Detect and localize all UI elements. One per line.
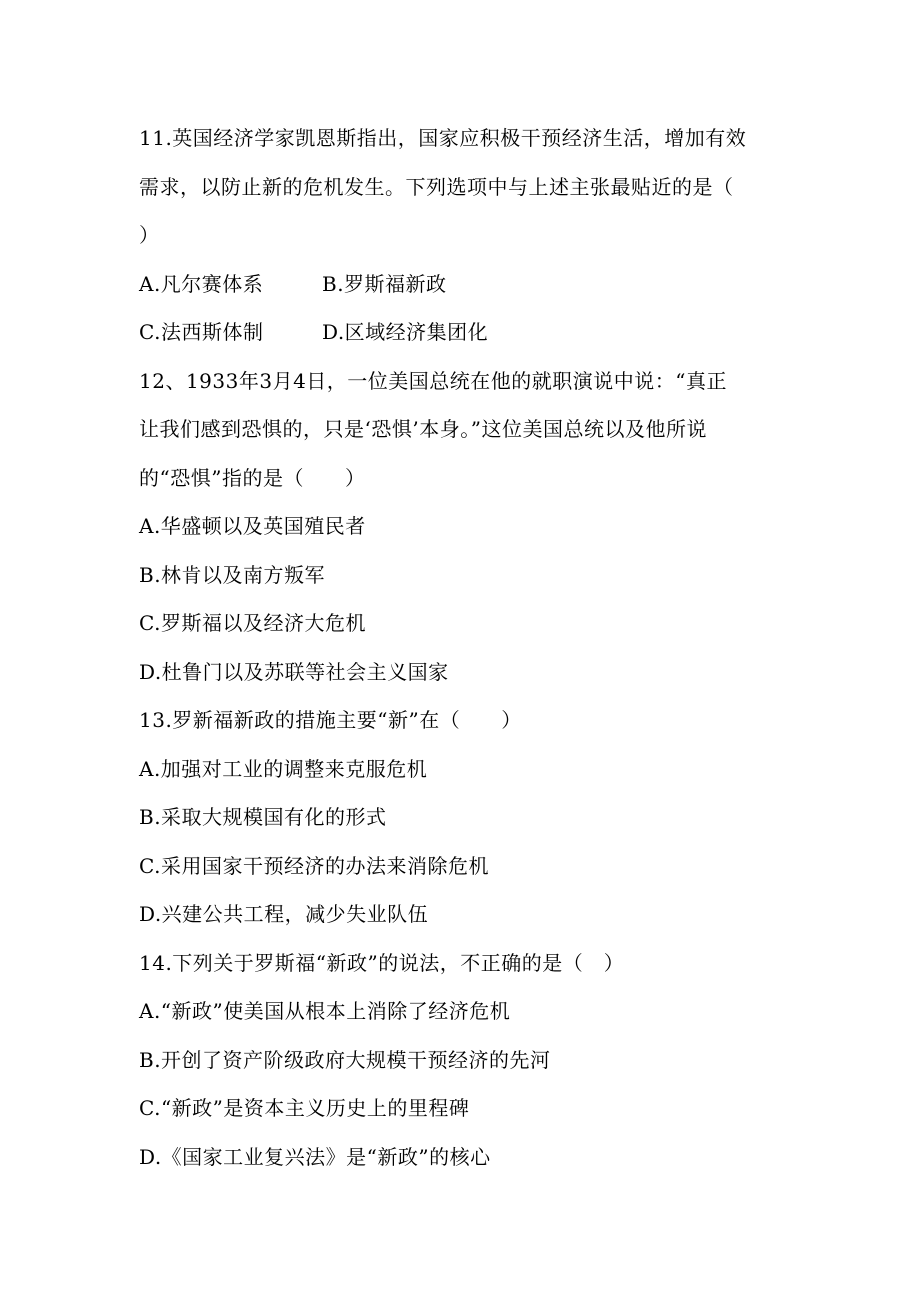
option-a: A.“新政”使美国从根本上消除了经济危机 [139, 999, 511, 1023]
question-12 [139, 357, 784, 697]
option-a: A.华盛顿以及英国殖民者 [139, 514, 366, 538]
question-text-line: 11.英国经济学家凯恩斯指出，国家应积极干预经济生活，增加有效 [139, 126, 747, 150]
question-list [139, 114, 784, 1181]
question-text-line: ） [139, 223, 160, 247]
option-d: D.杜鲁门以及苏联等社会主义国家 [139, 659, 449, 684]
question-text-line: 的“恐惧”指的是（ ） [139, 465, 366, 490]
option-c: C.法西斯体制 [139, 320, 264, 344]
question-text-line: 14.下列关于罗斯福“新政”的说法，不正确的是（ ） [139, 950, 625, 975]
option-b: B.采取大规模国有化的形式 [139, 805, 387, 829]
option-c: C.采用国家干预经济的办法来消除危机 [139, 853, 489, 878]
option-d: D.兴建公共工程，减少失业队伍 [139, 902, 429, 926]
option-a: A.凡尔赛体系 [139, 271, 264, 296]
option-b: B.开创了资产阶级政府大规模干预经济的先河 [139, 1047, 551, 1072]
option-a: A.加强对工业的调整来克服危机 [139, 756, 428, 781]
option-b: B.罗斯福新政 [322, 271, 447, 296]
option-c: C.“新政”是资本主义历史上的里程碑 [139, 1096, 470, 1120]
option-d: D.《国家工业复兴法》是“新政”的核心 [139, 1144, 491, 1169]
option-b: B.林肯以及南方叛军 [139, 562, 326, 587]
question-11 [139, 114, 784, 357]
option-c: C.罗斯福以及经济大危机 [139, 611, 366, 635]
question-14 [139, 939, 784, 1182]
option-row [139, 260, 784, 309]
question-13 [139, 696, 784, 939]
question-text-line: 12、1933年3月4日，一位美国总统在他的就职演说中说：“真正 [139, 368, 728, 393]
question-text-line: 让我们感到恐惧的，只是‘恐惧’本身。”这位美国总统以及他所说 [139, 417, 707, 441]
option-row [139, 308, 784, 357]
question-text-line: 13.罗新福新政的措施主要“新”在（ ） [139, 708, 522, 732]
question-text-line: 需求，以防止新的危机发生。下列选项中与上述主张最贴近的是（ [139, 174, 734, 199]
option-d: D.区域经济集团化 [322, 320, 489, 344]
